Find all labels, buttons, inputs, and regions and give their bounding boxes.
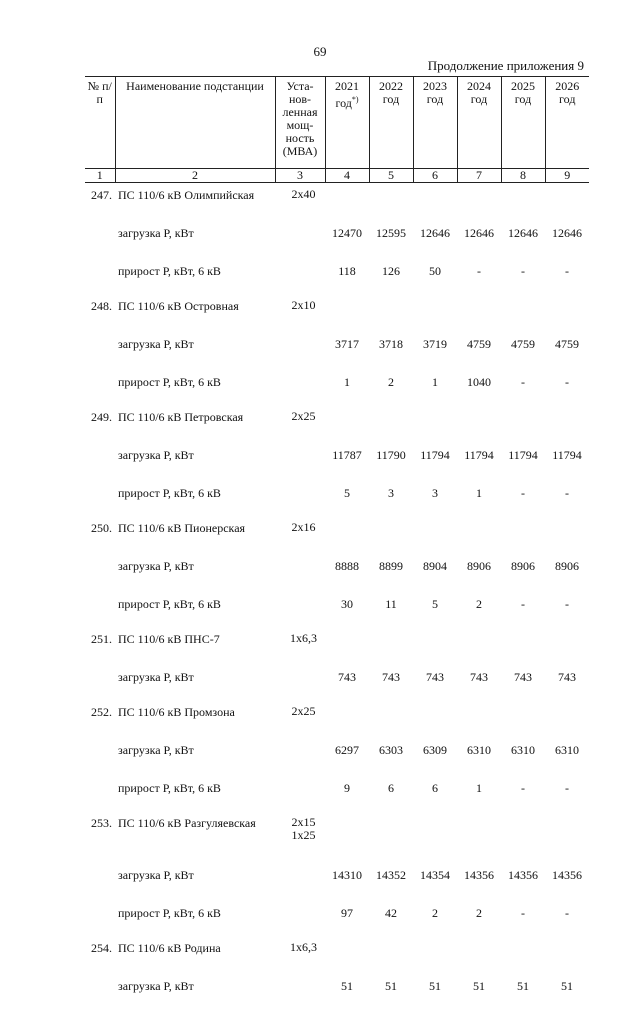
load-row [85,551,589,589]
empty-cell [325,516,369,551]
load-row-label: загрузка Р, кВт [115,971,275,1009]
load-row-value: 743 [369,662,413,700]
header-year-2021: 2021 год*) [325,77,369,169]
column-number: 7 [457,169,501,183]
substation-row [85,811,589,860]
installed-power: 1x6,3 [275,627,325,662]
empty-cell [325,936,369,971]
empty-cell [545,811,589,860]
gain-row-label: прирост Р, кВт, 6 кВ [115,256,275,294]
installed-power: 2x15 1x25 [275,811,325,860]
gain-row-value: 1 [413,367,457,405]
load-row-value: 51 [413,971,457,1009]
substation-name: ПС 110/6 кВ Олимпийская [115,183,275,219]
gain-row-value: 118 [325,256,369,294]
column-number-row [85,169,589,183]
substation-row [85,516,589,551]
table-header-row [85,77,589,169]
load-row-value: 3717 [325,329,369,367]
gain-row-value: 2 [457,589,501,627]
empty-cell [325,294,369,329]
empty-cell [413,936,457,971]
gain-row-value: - [501,367,545,405]
empty-cell [545,936,589,971]
row-number: 254. [85,936,115,971]
column-number: 1 [85,169,115,183]
gain-row-value: - [545,773,589,811]
substation-row [85,936,589,971]
substation-name: ПС 110/6 кВ Родина [115,936,275,971]
load-row-value: 743 [501,662,545,700]
empty-cell [501,627,545,662]
load-row-value: 4759 [545,329,589,367]
installed-power: 2x40 [275,183,325,219]
substation-name: ПС 110/6 кВ ПНС-7 [115,627,275,662]
empty-cell [85,440,115,478]
empty-cell [275,367,325,405]
empty-cell [457,811,501,860]
gain-row-value: 11 [369,589,413,627]
substation-load-table [85,76,589,1009]
substation-name: ПС 110/6 кВ Разгуляевская [115,811,275,860]
load-row-value: 51 [457,971,501,1009]
load-row [85,735,589,773]
empty-cell [457,294,501,329]
gain-row-value: 5 [413,589,457,627]
load-row-value: 11794 [501,440,545,478]
empty-cell [545,405,589,440]
empty-cell [413,627,457,662]
installed-power: 2x25 [275,405,325,440]
substation-row [85,700,589,735]
load-row-value: 11794 [413,440,457,478]
load-row-value: 14356 [457,860,501,898]
load-row-value: 14356 [501,860,545,898]
gain-row-value: 2 [457,898,501,936]
empty-cell [275,735,325,773]
empty-cell [501,936,545,971]
load-row-value: 11794 [545,440,589,478]
gain-row-value: - [501,773,545,811]
gain-row-value: 97 [325,898,369,936]
gain-row-value: 1 [457,478,501,516]
gain-row-label: прирост Р, кВт, 6 кВ [115,589,275,627]
gain-row-value: - [501,256,545,294]
empty-cell [545,294,589,329]
empty-cell [85,329,115,367]
load-row-value: 51 [501,971,545,1009]
empty-cell [369,516,413,551]
gain-row-label: прирост Р, кВт, 6 кВ [115,898,275,936]
column-number: 5 [369,169,413,183]
load-row-value: 11794 [457,440,501,478]
gain-row-value: - [545,589,589,627]
empty-cell [325,811,369,860]
empty-cell [325,405,369,440]
empty-cell [85,898,115,936]
column-number: 2 [115,169,275,183]
header-substation-name: Наименование подстанции [115,77,275,169]
gain-row [85,478,589,516]
header-year-2023: 2023 год [413,77,457,169]
empty-cell [413,516,457,551]
load-row-value: 14354 [413,860,457,898]
gain-row-value: 6 [369,773,413,811]
gain-row-label: прирост Р, кВт, 6 кВ [115,478,275,516]
gain-row-value: 2 [413,898,457,936]
load-row [85,662,589,700]
substation-row [85,183,589,219]
column-number: 3 [275,169,325,183]
load-row-value: 6309 [413,735,457,773]
load-row-label: загрузка Р, кВт [115,860,275,898]
load-row-value: 6297 [325,735,369,773]
empty-cell [501,811,545,860]
empty-cell [85,589,115,627]
gain-row-value: 42 [369,898,413,936]
empty-cell [457,183,501,219]
footnote-mark: *) [352,95,359,104]
load-row-value: 12595 [369,218,413,256]
load-row-value: 14352 [369,860,413,898]
empty-cell [501,405,545,440]
load-row-value: 6310 [457,735,501,773]
load-row-value: 3718 [369,329,413,367]
gain-row [85,367,589,405]
gain-row-value: - [545,478,589,516]
table-body [85,183,589,1009]
empty-cell [85,860,115,898]
appendix-continuation-label: Продолжение приложения 9 [428,58,584,74]
empty-cell [501,183,545,219]
gain-row [85,898,589,936]
empty-cell [457,700,501,735]
empty-cell [545,700,589,735]
header-year-2024: 2024 год [457,77,501,169]
gain-row-label: прирост Р, кВт, 6 кВ [115,367,275,405]
empty-cell [457,936,501,971]
load-row-value: 743 [413,662,457,700]
empty-cell [275,440,325,478]
empty-cell [85,971,115,1009]
load-row-value: 51 [325,971,369,1009]
empty-cell [369,405,413,440]
empty-cell [369,294,413,329]
empty-cell [275,589,325,627]
empty-cell [275,662,325,700]
empty-cell [501,516,545,551]
load-row-label: загрузка Р, кВт [115,551,275,589]
gain-row-value: - [545,898,589,936]
load-row-value: 51 [369,971,413,1009]
empty-cell [369,811,413,860]
gain-row-value: - [545,367,589,405]
empty-cell [369,936,413,971]
gain-row-value: - [501,478,545,516]
load-row [85,971,589,1009]
gain-row-value: 1040 [457,367,501,405]
empty-cell [545,627,589,662]
empty-cell [413,811,457,860]
gain-row-value: 2 [369,367,413,405]
gain-row-value: 3 [369,478,413,516]
empty-cell [85,735,115,773]
empty-cell [275,218,325,256]
row-number: 250. [85,516,115,551]
header-year-2022: 2022 год [369,77,413,169]
gain-row [85,589,589,627]
gain-row-value: - [545,256,589,294]
gain-row-value: 6 [413,773,457,811]
load-row-value: 6310 [501,735,545,773]
empty-cell [85,662,115,700]
empty-cell [275,551,325,589]
load-row-value: 4759 [501,329,545,367]
empty-cell [85,551,115,589]
load-row-value: 8899 [369,551,413,589]
empty-cell [413,405,457,440]
header-year-2025: 2025 год [501,77,545,169]
empty-cell [85,218,115,256]
load-row-value: 8906 [457,551,501,589]
load-row-value: 11787 [325,440,369,478]
gain-row-value: 9 [325,773,369,811]
gain-row-value: 30 [325,589,369,627]
empty-cell [275,256,325,294]
load-row [85,218,589,256]
substation-name: ПС 110/6 кВ Пионерская [115,516,275,551]
load-row-value: 3719 [413,329,457,367]
load-row-value: 743 [457,662,501,700]
load-row-value: 12646 [545,218,589,256]
load-row-value: 4759 [457,329,501,367]
empty-cell [369,183,413,219]
load-row-value: 12646 [501,218,545,256]
empty-cell [275,478,325,516]
empty-cell [369,627,413,662]
gain-row-value: 1 [325,367,369,405]
gain-row-value: 126 [369,256,413,294]
load-row-label: загрузка Р, кВт [115,329,275,367]
empty-cell [325,700,369,735]
load-row-value: 51 [545,971,589,1009]
gain-row-value: - [501,898,545,936]
substation-row [85,294,589,329]
row-number: 249. [85,405,115,440]
empty-cell [85,367,115,405]
column-number: 6 [413,169,457,183]
empty-cell [457,405,501,440]
load-row-value: 8888 [325,551,369,589]
column-number: 8 [501,169,545,183]
empty-cell [325,627,369,662]
load-row-value: 12470 [325,218,369,256]
load-row-label: загрузка Р, кВт [115,735,275,773]
installed-power: 1x6,3 [275,936,325,971]
empty-cell [275,329,325,367]
gain-row-value: - [501,589,545,627]
column-number: 9 [545,169,589,183]
installed-power: 2x25 [275,700,325,735]
empty-cell [275,773,325,811]
substation-row [85,405,589,440]
load-row-value: 14310 [325,860,369,898]
load-row-value: 6310 [545,735,589,773]
load-row-label: загрузка Р, кВт [115,218,275,256]
gain-row-label: прирост Р, кВт, 6 кВ [115,773,275,811]
load-row-value: 743 [545,662,589,700]
load-row-value: 743 [325,662,369,700]
gain-row-value: 50 [413,256,457,294]
empty-cell [501,700,545,735]
empty-cell [275,971,325,1009]
load-row-value: 11790 [369,440,413,478]
row-number: 253. [85,811,115,860]
installed-power: 2x16 [275,516,325,551]
load-row [85,860,589,898]
empty-cell [275,860,325,898]
load-row [85,440,589,478]
substation-row [85,627,589,662]
row-number: 252. [85,700,115,735]
installed-power: 2x10 [275,294,325,329]
gain-row-value: - [457,256,501,294]
empty-cell [85,478,115,516]
load-row-value: 8906 [545,551,589,589]
substation-name: ПС 110/6 кВ Промзона [115,700,275,735]
empty-cell [413,183,457,219]
empty-cell [413,294,457,329]
page-number: 69 [0,44,640,60]
load-row-label: загрузка Р, кВт [115,440,275,478]
gain-row [85,773,589,811]
empty-cell [457,516,501,551]
load-row-value: 12646 [457,218,501,256]
gain-row [85,256,589,294]
row-number: 247. [85,183,115,219]
gain-row-value: 5 [325,478,369,516]
header-installed-power: Уста-нов-ленная мощ-ность (МВА) [275,77,325,169]
row-number: 251. [85,627,115,662]
load-row-value: 12646 [413,218,457,256]
empty-cell [545,183,589,219]
gain-row-value: 3 [413,478,457,516]
load-row [85,329,589,367]
empty-cell [545,516,589,551]
empty-cell [457,627,501,662]
load-row-value: 14356 [545,860,589,898]
substation-name: ПС 110/6 кВ Островная [115,294,275,329]
load-row-label: загрузка Р, кВт [115,662,275,700]
gain-row-value: 1 [457,773,501,811]
column-number: 4 [325,169,369,183]
empty-cell [501,294,545,329]
empty-cell [369,700,413,735]
empty-cell [275,898,325,936]
empty-cell [413,700,457,735]
substation-name: ПС 110/6 кВ Петровская [115,405,275,440]
header-year-2026: 2026 год [545,77,589,169]
row-number: 248. [85,294,115,329]
load-row-value: 6303 [369,735,413,773]
load-row-value: 8906 [501,551,545,589]
header-number: № п/п [85,77,115,169]
empty-cell [85,256,115,294]
empty-cell [325,183,369,219]
empty-cell [85,773,115,811]
load-row-value: 8904 [413,551,457,589]
